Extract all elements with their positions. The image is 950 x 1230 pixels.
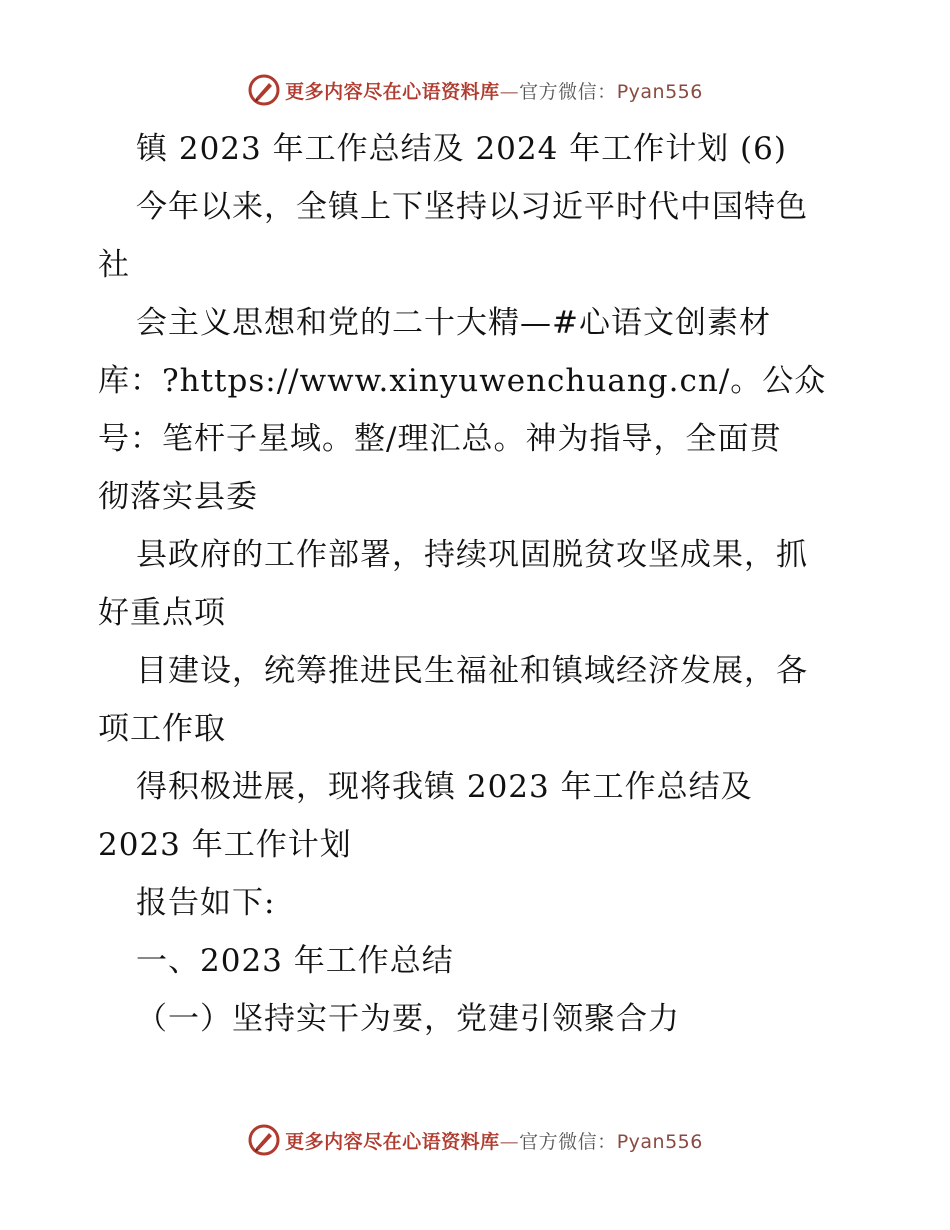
pen-logo-icon — [247, 73, 281, 107]
watermark-wechat-label: 官方微信： — [519, 80, 617, 103]
header-watermark — [0, 70, 950, 110]
document-line: 得积极进展，现将我镇 2023 年工作总结及 — [136, 769, 753, 805]
document-line: 号：笔杆子星域。整/理汇总。神为指导，全面贯 — [98, 421, 782, 457]
document-body — [98, 120, 858, 1048]
watermark-dash: — — [499, 80, 520, 103]
document-line: 报告如下: — [136, 885, 276, 921]
watermark-main: 更多内容尽在心语资料库 — [285, 1130, 500, 1153]
watermark-text — [285, 1127, 703, 1154]
watermark-wechat-label: 官方微信： — [519, 1130, 617, 1153]
pen-logo-icon — [247, 1123, 281, 1157]
watermark-text — [285, 77, 703, 104]
document-line: 目建设，统筹推进民生福祉和镇域经济发展，各 — [136, 653, 808, 689]
watermark-wechat-id: Pyan556 — [616, 80, 703, 103]
watermark-wechat-id: Pyan556 — [616, 1130, 703, 1153]
document-line: 好重点项 — [98, 595, 226, 631]
watermark-main: 更多内容尽在心语资料库 — [285, 80, 500, 103]
document-line: 会主义思想和党的二十大精—#心语文创素材 — [136, 305, 771, 341]
document-line: 库：?https://www.xinyuwenchuang.cn/。公众 — [98, 363, 827, 399]
watermark-dash: — — [499, 1130, 520, 1153]
document-line: 一、2023 年工作总结 — [136, 943, 454, 979]
document-line: 2023 年工作计划 — [98, 827, 352, 863]
document-line: 镇 2023 年工作总结及 2024 年工作计划 (6) — [136, 131, 787, 167]
document-line: 县政府的工作部署，持续巩固脱贫攻坚成果，抓 — [136, 537, 808, 573]
document-line: 今年以来，全镇上下坚持以习近平时代中国特色 — [136, 189, 808, 225]
document-line: 社 — [98, 247, 130, 283]
document-line: 项工作取 — [98, 711, 226, 747]
footer-watermark — [0, 1120, 950, 1160]
document-line: 彻落实县委 — [98, 479, 258, 515]
document-line: （一）坚持实干为要，党建引领聚合力 — [136, 1001, 680, 1037]
